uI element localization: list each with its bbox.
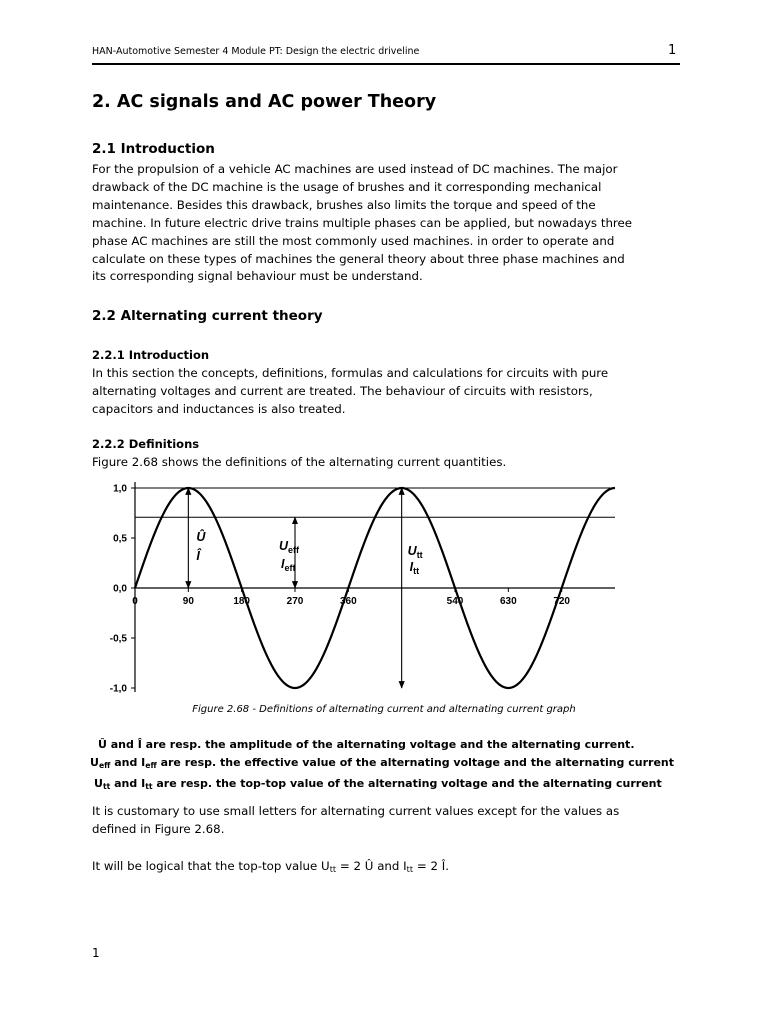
footer-page-number: 1 bbox=[92, 946, 100, 960]
header-page-number: 1 bbox=[668, 43, 677, 58]
y-tick-label: -1,0 bbox=[109, 683, 127, 695]
section-title: 2. AC signals and AC power Theory bbox=[92, 92, 437, 112]
intro-paragraph: For the propulsion of a vehicle AC machines are used instead of DC machines. The major drawback of the DC machine is the usage of brushes and it corresponding mechanical maintenance. Besides this drawback, brushes also limits the torque and speed of the machine. In future electric drive trains multiple phases can be applied, but nowadays three phase AC machines are still the most commonly used machines. in order to operate and calculate on these types of machines the general theory about three phase machines and its corresponding signal behaviour must be understand. bbox=[92, 162, 633, 284]
annotation-amplitude-i: Î bbox=[196, 549, 200, 563]
x-tick-label: 360 bbox=[339, 596, 357, 607]
x-tick-label: 540 bbox=[446, 596, 464, 607]
y-tick-label: 0,0 bbox=[113, 583, 127, 595]
annotation-toptop-u: $U_{tt}$ bbox=[407, 544, 423, 560]
x-tick-label: 720 bbox=[553, 596, 571, 607]
annotation-toptop-i: $I_{tt}$ bbox=[409, 560, 420, 576]
definition-amplitude: Û and Î are resp. the amplitude of the alternating voltage and the alternating current. bbox=[98, 738, 635, 751]
running-header: HAN-Automotive Semester 4 Module PT: Design the electric driveline bbox=[92, 46, 420, 57]
definitions-list bbox=[90, 736, 675, 796]
definition-top-top: $U_{tt}$ and $I_{tt}$ are resp. the top-top value of the alternating voltage and the alternating current bbox=[94, 776, 662, 791]
annotation-amplitude-u: Û bbox=[196, 530, 206, 544]
annotation-effective-u: $U_{eff}$ bbox=[279, 539, 300, 555]
intro-heading: 2.1 Introduction bbox=[92, 141, 215, 157]
small-letters-paragraph: It is customary to use small letters for alternating current values except for the values as defined in Figure 2.68. bbox=[92, 804, 620, 836]
subsection-definitions-text: Figure 2.68 shows the definitions of the alternating current quantities. bbox=[92, 455, 507, 469]
subsection-definitions-heading: 2.2.2 Definitions bbox=[92, 437, 200, 451]
top-top-paragraph: It will be logical that the top-top value $U_{tt} = 2$ Û and $I_{tt} = 2$ Î. bbox=[92, 859, 449, 875]
x-tick-label: 180 bbox=[233, 596, 251, 607]
definition-effective: $U_{eff}$ and $I_{eff}$ are resp. the effective value of the alternating voltage and the alternating current bbox=[90, 756, 675, 770]
y-tick-label: 0,5 bbox=[113, 533, 127, 545]
subsection-introduction-text: In this section the concepts, definitions, formulas and calculations for circuits with pure alternating voltages and current are treated. The behaviour of circuits with resistors, capacitors and inductances is also treated. bbox=[92, 366, 609, 416]
ac-theory-heading: 2.2 Alternating current theory bbox=[92, 308, 323, 324]
y-tick-label: 1,0 bbox=[113, 483, 127, 495]
x-tick-label: 270 bbox=[286, 596, 304, 607]
annotation-effective-i: $I_{eff}$ bbox=[281, 557, 296, 573]
subsection-introduction-heading: 2.2.1 Introduction bbox=[92, 348, 210, 362]
y-tick-label: -0,5 bbox=[109, 633, 127, 645]
x-tick-label: 630 bbox=[499, 596, 517, 607]
x-tick-label: 90 bbox=[182, 596, 194, 607]
x-tick-label: 0 bbox=[132, 596, 138, 607]
figure-caption: Figure 2.68 - Definitions of alternating current and alternating current graph bbox=[192, 704, 576, 715]
